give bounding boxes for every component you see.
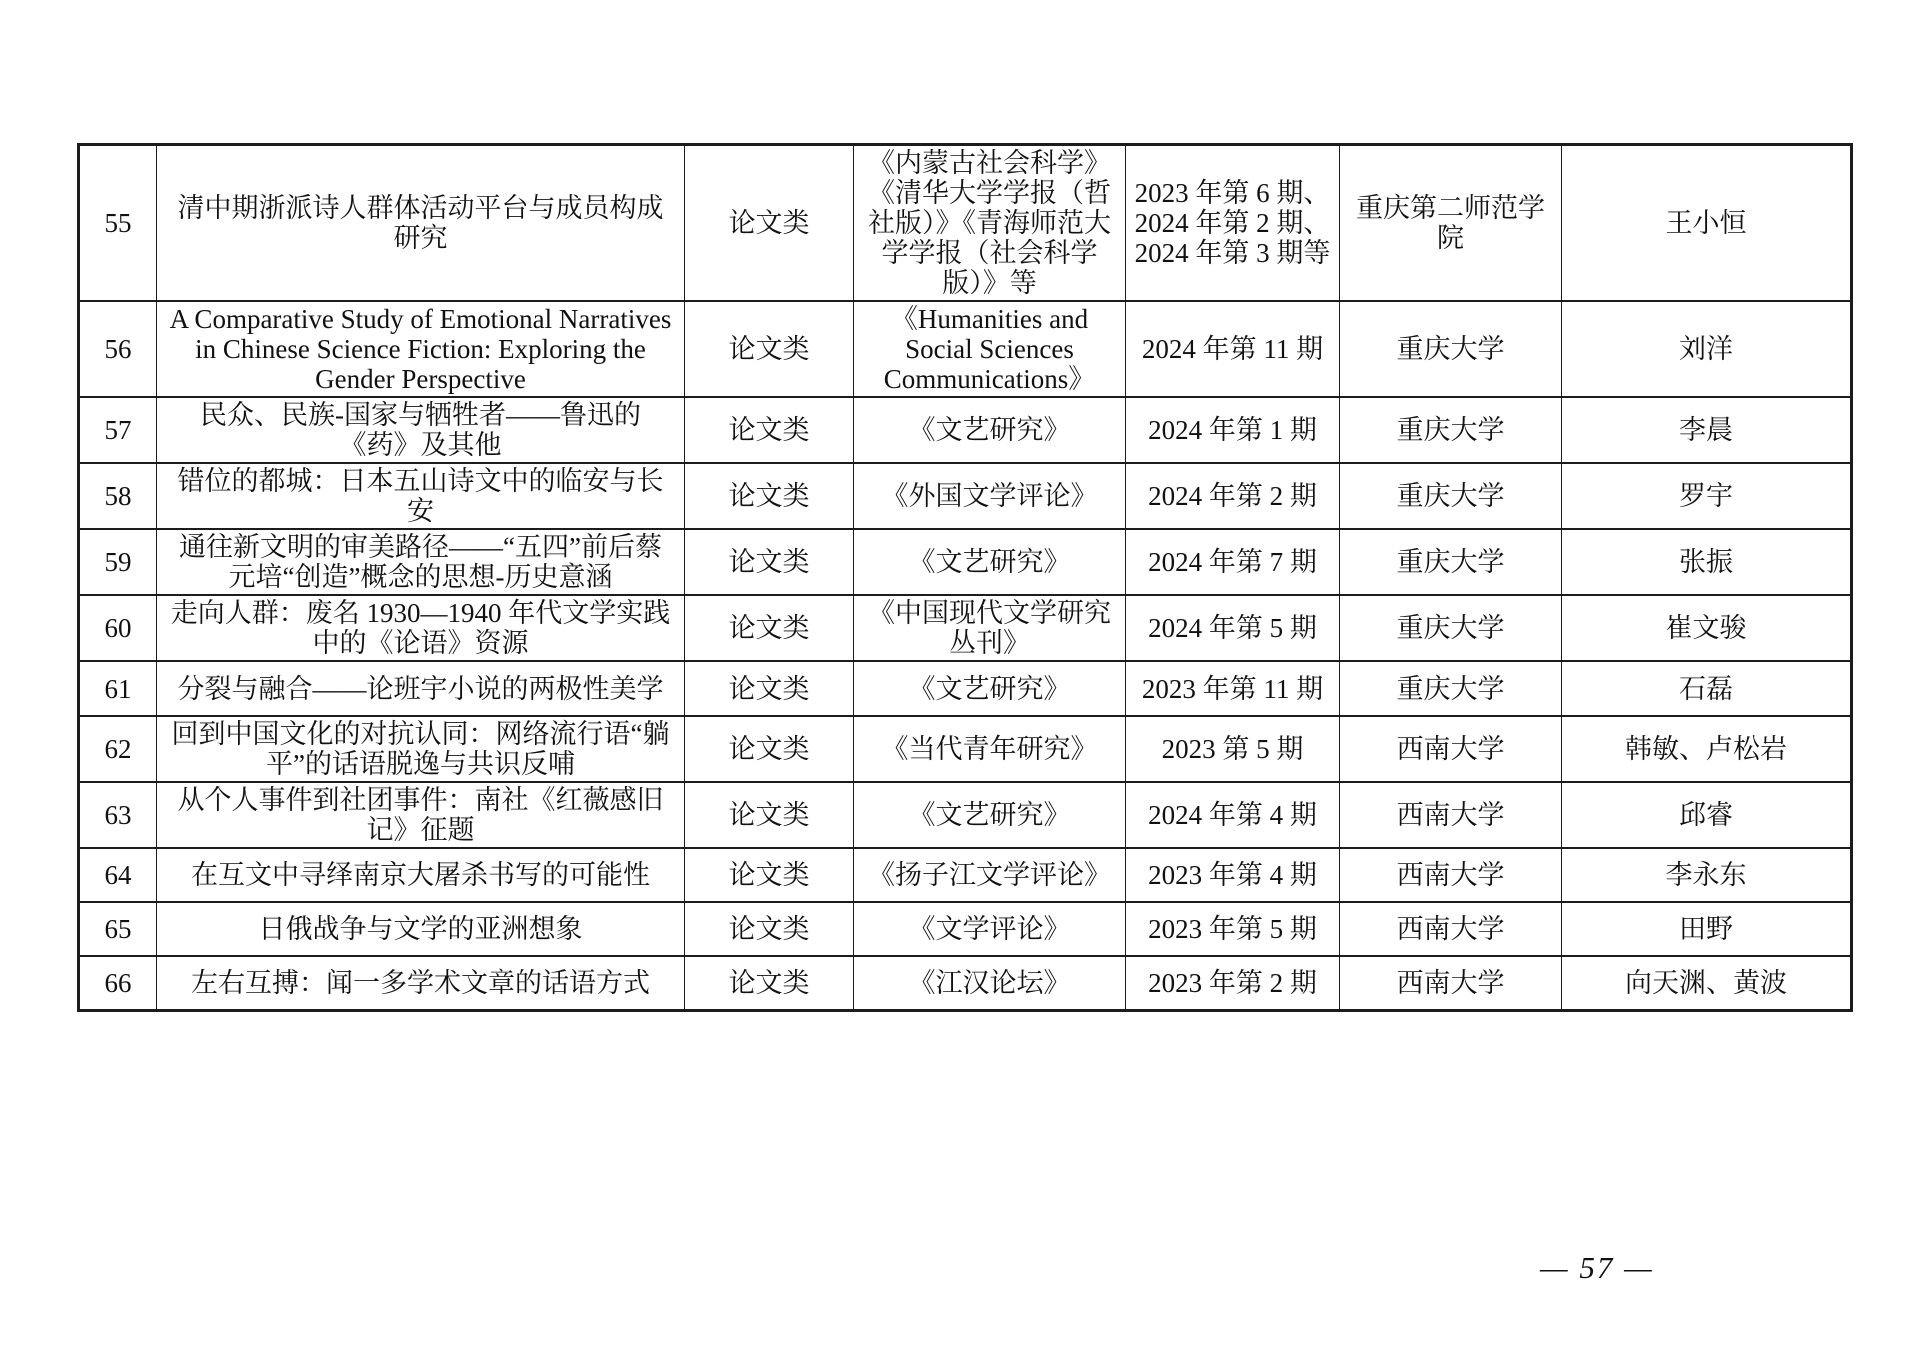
table-row	[79, 301, 1852, 397]
table-row	[79, 661, 1852, 716]
table-row	[79, 145, 1852, 302]
category-cell: 论文类	[685, 661, 854, 716]
title-cell: 日俄战争与文学的亚洲想象	[157, 902, 685, 956]
category-cell: 论文类	[685, 902, 854, 956]
entry-number-cell: 66	[79, 956, 157, 1010]
journal-cell: 《外国文学评论》	[854, 463, 1126, 529]
title-cell: 民众、民族-国家与牺牲者——鲁迅的《药》及其他	[157, 397, 685, 463]
table-row	[79, 902, 1852, 956]
journal-cell: 《文艺研究》	[854, 529, 1126, 595]
title-cell: 通往新文明的审美路径——“五四”前后蔡元培“创造”概念的思想-历史意涵	[157, 529, 685, 595]
journal-cell: 《江汉论坛》	[854, 956, 1126, 1010]
category-cell: 论文类	[685, 716, 854, 782]
issue-cell: 2023 第 5 期	[1126, 716, 1340, 782]
issue-cell: 2023 年第 2 期	[1126, 956, 1340, 1010]
institution-cell: 重庆大学	[1340, 463, 1562, 529]
page-number: — 57 —	[1540, 1250, 1654, 1285]
entry-number-cell: 61	[79, 661, 157, 716]
title-cell: 从个人事件到社团事件：南社《红薇感旧记》征题	[157, 782, 685, 848]
author-cell: 向天渊、黄波	[1562, 956, 1852, 1010]
category-cell: 论文类	[685, 848, 854, 902]
author-cell: 石磊	[1562, 661, 1852, 716]
issue-cell: 2023 年第 6 期、2024 年第 2 期、2024 年第 3 期等	[1126, 145, 1340, 302]
title-cell: 分裂与融合——论班宇小说的两极性美学	[157, 661, 685, 716]
title-cell: 走向人群：废名 1930—1940 年代文学实践中的《论语》资源	[157, 595, 685, 661]
table-row	[79, 529, 1852, 595]
entry-number-cell: 56	[79, 301, 157, 397]
entry-number-cell: 62	[79, 716, 157, 782]
journal-cell: 《文艺研究》	[854, 661, 1126, 716]
institution-cell: 重庆大学	[1340, 301, 1562, 397]
title-cell: 左右互搏：闻一多学术文章的话语方式	[157, 956, 685, 1010]
journal-cell: 《文艺研究》	[854, 397, 1126, 463]
issue-cell: 2024 年第 2 期	[1126, 463, 1340, 529]
institution-cell: 重庆大学	[1340, 595, 1562, 661]
institution-cell: 重庆第二师范学院	[1340, 145, 1562, 302]
publications-table	[77, 143, 1853, 1012]
category-cell: 论文类	[685, 397, 854, 463]
issue-cell: 2023 年第 5 期	[1126, 902, 1340, 956]
journal-cell: 《中国现代文学研究丛刊》	[854, 595, 1126, 661]
category-cell: 论文类	[685, 301, 854, 397]
table-row	[79, 595, 1852, 661]
institution-cell: 重庆大学	[1340, 397, 1562, 463]
institution-cell: 西南大学	[1340, 956, 1562, 1010]
journal-cell: 《内蒙古社会科学》《清华大学学报（哲社版）》《青海师范大学学报（社会科学版）》等	[854, 145, 1126, 302]
author-cell: 李永东	[1562, 848, 1852, 902]
category-cell: 论文类	[685, 956, 854, 1010]
issue-cell: 2024 年第 4 期	[1126, 782, 1340, 848]
author-cell: 王小恒	[1562, 145, 1852, 302]
issue-cell: 2024 年第 11 期	[1126, 301, 1340, 397]
entry-number-cell: 59	[79, 529, 157, 595]
institution-cell: 西南大学	[1340, 848, 1562, 902]
issue-cell: 2023 年第 11 期	[1126, 661, 1340, 716]
journal-cell: 《扬子江文学评论》	[854, 848, 1126, 902]
journal-cell: 《当代青年研究》	[854, 716, 1126, 782]
issue-cell: 2024 年第 7 期	[1126, 529, 1340, 595]
entry-number-cell: 57	[79, 397, 157, 463]
table-row	[79, 848, 1852, 902]
entry-number-cell: 63	[79, 782, 157, 848]
entry-number-cell: 58	[79, 463, 157, 529]
title-cell: 回到中国文化的对抗认同：网络流行语“躺平”的话语脱逸与共识反哺	[157, 716, 685, 782]
institution-cell: 西南大学	[1340, 902, 1562, 956]
category-cell: 论文类	[685, 529, 854, 595]
institution-cell: 西南大学	[1340, 716, 1562, 782]
table-row	[79, 956, 1852, 1010]
author-cell: 邱睿	[1562, 782, 1852, 848]
issue-cell: 2023 年第 4 期	[1126, 848, 1340, 902]
table-row	[79, 782, 1852, 848]
title-cell: 在互文中寻绎南京大屠杀书写的可能性	[157, 848, 685, 902]
table-row	[79, 463, 1852, 529]
author-cell: 刘洋	[1562, 301, 1852, 397]
issue-cell: 2024 年第 1 期	[1126, 397, 1340, 463]
author-cell: 韩敏、卢松岩	[1562, 716, 1852, 782]
title-cell: 清中期浙派诗人群体活动平台与成员构成研究	[157, 145, 685, 302]
institution-cell: 重庆大学	[1340, 529, 1562, 595]
author-cell: 崔文骏	[1562, 595, 1852, 661]
author-cell: 李晨	[1562, 397, 1852, 463]
journal-cell: 《Humanities and Social Sciences Communications》	[854, 301, 1126, 397]
entry-number-cell: 64	[79, 848, 157, 902]
institution-cell: 重庆大学	[1340, 661, 1562, 716]
journal-cell: 《文艺研究》	[854, 782, 1126, 848]
author-cell: 张振	[1562, 529, 1852, 595]
issue-cell: 2024 年第 5 期	[1126, 595, 1340, 661]
institution-cell: 西南大学	[1340, 782, 1562, 848]
entry-number-cell: 55	[79, 145, 157, 302]
category-cell: 论文类	[685, 595, 854, 661]
author-cell: 田野	[1562, 902, 1852, 956]
category-cell: 论文类	[685, 463, 854, 529]
entry-number-cell: 60	[79, 595, 157, 661]
category-cell: 论文类	[685, 782, 854, 848]
entry-number-cell: 65	[79, 902, 157, 956]
title-cell: 错位的都城：日本五山诗文中的临安与长安	[157, 463, 685, 529]
journal-cell: 《文学评论》	[854, 902, 1126, 956]
table-row	[79, 716, 1852, 782]
category-cell: 论文类	[685, 145, 854, 302]
title-cell: A Comparative Study of Emotional Narratives in Chinese Science Fiction: Exploring the Gender Perspective	[157, 301, 685, 397]
table-row	[79, 397, 1852, 463]
author-cell: 罗宇	[1562, 463, 1852, 529]
